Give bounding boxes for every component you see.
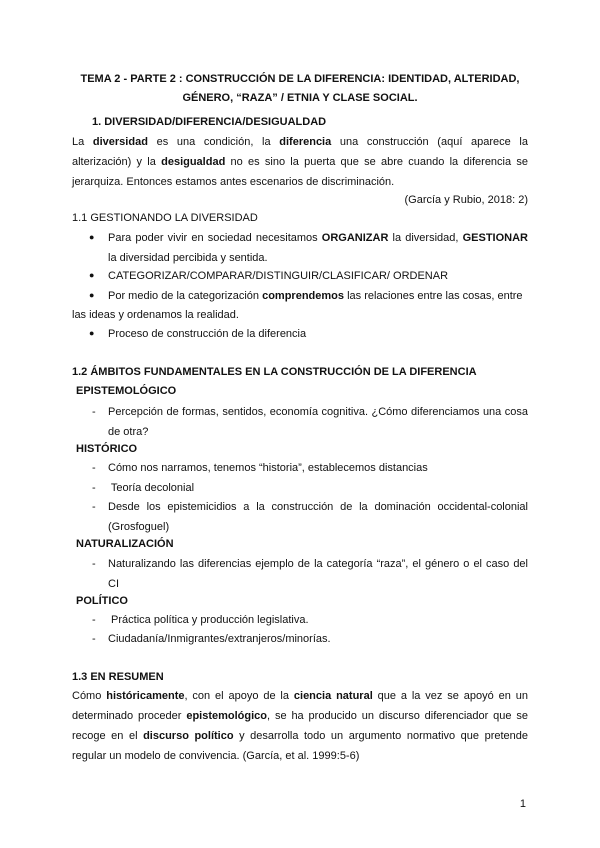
bullet-icon: ● [89,270,95,280]
item-historico-1: Cómo nos narramos, tenemos “historia”, establecemos distancias [108,462,428,474]
text: la diversidad percibida y sentida. [108,252,268,264]
item-epistemologico-1: Percepción de formas, sentidos, economía cognitiva. ¿Cómo diferenciamos una cosa de otra? [108,406,528,438]
dash-bullet: - [92,558,96,570]
item-politico-2: Ciudadanía/Inmigrantes/extranjeros/minorías. [108,633,331,645]
text: la diversidad, [388,232,463,244]
item-naturalizacion-1: Naturalizando las diferencias ejemplo de la categoría “raza”, el género o el caso del CI [108,558,528,590]
section-1-heading: 1. DIVERSIDAD/DIFERENCIA/DESIGUALDAD [92,116,327,128]
term-diversidad: diversidad [92,136,148,148]
bullet-proceso: Proceso de construcción de la diferencia [108,328,307,340]
section-1-1-heading: 1.1 GESTIONANDO LA DIVERSIDAD [72,212,258,224]
term-desigualdad: desigualdad [161,156,226,168]
text: una construcción (aquí aparece la alterización) y la [72,136,528,168]
bullet-icon: ● [89,232,95,242]
text: las relaciones entre las cosas, entre [344,290,523,302]
text: Por medio de la categorización [108,290,263,302]
document-title [60,70,540,108]
term-ciencia-natural: ciencia natural [293,690,373,702]
text: es una condición, la [147,136,280,148]
dash-bullet: - [92,633,96,645]
section-1-paragraph [72,132,528,192]
term-diferencia: diferencia [279,136,332,148]
page-number: 1 [519,798,526,810]
label-naturalizacion: NATURALIZACIÓN [76,538,174,550]
bullet-organizar [108,228,528,268]
text: Cómo [72,690,107,702]
bullet-categorizacion-line1 [108,286,523,306]
text: , se ha producido un discurso diferenciador que se recoge en el [72,710,528,742]
dash-bullet: - [92,406,96,418]
keyword-organizar: ORGANIZAR [321,232,389,244]
item-politico-1: Práctica política y producción legislativa. [108,614,309,626]
bullet-icon: ● [89,290,95,300]
text: que a la vez se apoyó en un determinado proceder [72,690,528,722]
bullet-categorizar: CATEGORIZAR/COMPARAR/DISTINGUIR/CLASIFICAR/ ORDENAR [108,270,449,282]
dash-bullet: - [92,501,96,513]
dash-bullet: - [92,462,96,474]
term-epistemologico: epistemológico [186,710,268,722]
dash-bullet: - [92,614,96,626]
keyword-comprendemos: comprendemos [262,290,345,302]
label-politico: POLÍTICO [76,595,128,607]
title-line-1: TEMA 2 - PARTE 2 : CONSTRUCCIÓN DE LA DIFERENCIA: IDENTIDAD, ALTERIDAD, [80,73,520,85]
section-1-3-heading: 1.3 EN RESUMEN [72,671,164,683]
term-historicamente: históricamente [106,690,185,702]
text: Para poder vivir en sociedad necesitamos [108,232,322,244]
term-discurso-politico: discurso político [143,730,234,742]
item-historico-2: Teoría decolonial [108,482,195,494]
label-epistemologico: EPISTEMOLÓGICO [76,385,177,397]
dash-bullet: - [92,482,96,494]
text: no es sino la puerta que se abre cuando la diferencia se jerarquiza. Entonces estamos antes escenarios de discriminación. [72,156,528,188]
section-1-2-heading: 1.2 ÁMBITOS FUNDAMENTALES EN LA CONSTRUCCIÓN DE LA DIFERENCIA [72,366,477,378]
section-1-citation: (García y Rubio, 2018: 2) [404,194,528,206]
bullet-categorizacion-line2: las ideas y ordenamos la realidad. [72,309,239,321]
text: , con el apoyo de la [184,690,294,702]
label-historico: HISTÓRICO [76,443,138,455]
bullet-icon: ● [89,328,95,338]
text: y desarrolla todo un argumento normativo que pretende regular un modelo de convivencia. (García, et al. 1999:5-6) [72,730,528,762]
section-1-3-paragraph [72,686,528,766]
text: La [72,136,93,148]
title-line-2: GÉNERO, “RAZA” / ETNIA Y CLASE SOCIAL. [182,92,418,104]
item-historico-3: Desde los epistemicidios a la construcción de la dominación occidental-colonial (Grosfoguel) [108,501,528,533]
keyword-gestionar: GESTIONAR [462,232,528,244]
